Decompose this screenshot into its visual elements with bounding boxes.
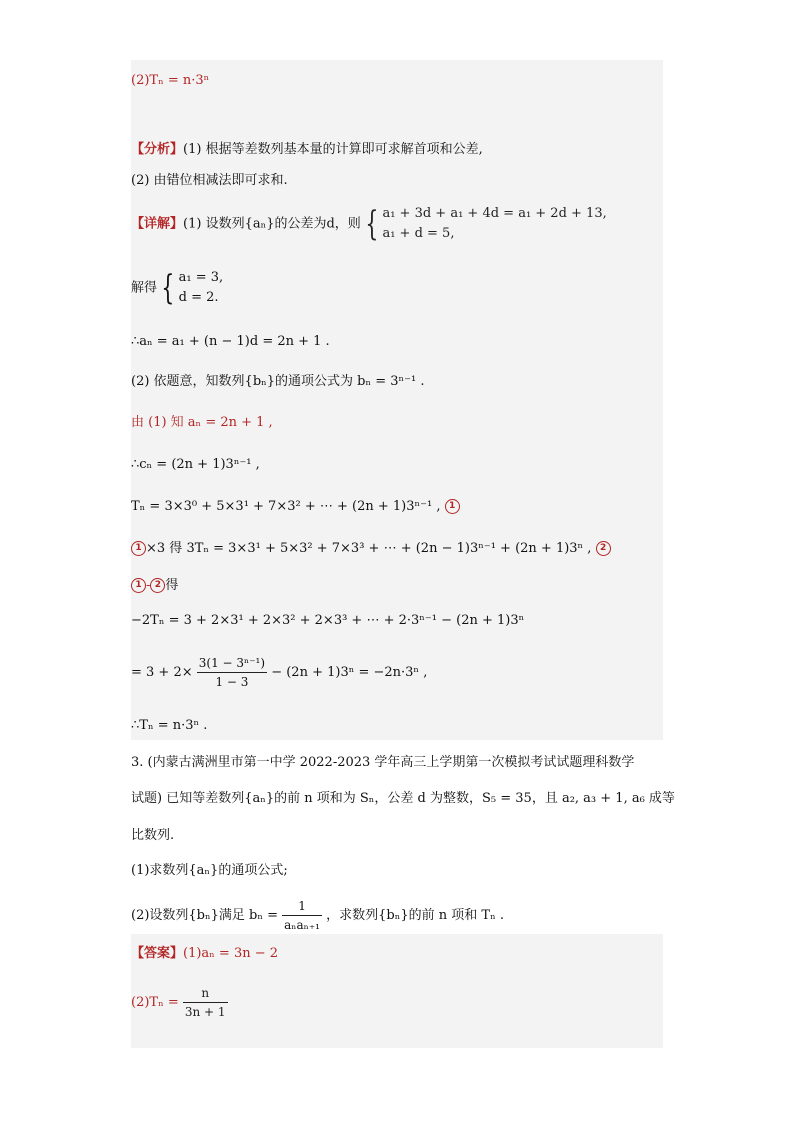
- answer-denominator: 3n + 1: [184, 1005, 226, 1019]
- q3-part2-suffix: ，求数列{bₙ}的前 n 项和 Tₙ .: [326, 908, 504, 923]
- analysis-line-1: [131, 141, 483, 159]
- q3-part2: [131, 897, 504, 934]
- tn-sum-line: [131, 498, 460, 516]
- solve-eq-1: a₁ = 3,: [178, 270, 224, 285]
- circle-1-icon: 1: [445, 499, 460, 514]
- answer-line-2: [131, 984, 228, 1021]
- system-eq-2: a₁ + d = 5,: [382, 226, 455, 241]
- frac-denominator: 1 − 3: [215, 675, 249, 689]
- minus-sep: -: [146, 578, 151, 593]
- part2-intro: (2) 依题意，知数列{bₙ}的通项公式为 bₙ = 3ⁿ⁻¹ .: [131, 374, 425, 389]
- answer-numerator: n: [183, 984, 228, 1003]
- neg2tn-line: −2Tₙ = 3 + 2×3¹ + 2×3² + 2×3³ + ⋯ + 2·3ⁿ⁻¹ − (2n + 1)3ⁿ: [131, 613, 525, 628]
- times3-eq: 3Tₙ = 3×3¹ + 5×3² + 7×3³ + ⋯ + (2n − 1)3ⁿ⁻¹ + (2n + 1)3ⁿ ,: [186, 541, 592, 556]
- eq-line: [131, 654, 427, 691]
- solve-system: [179, 268, 224, 308]
- q3-part2-prefix: (2)设数列{bₙ}满足 bₙ =: [131, 908, 279, 923]
- system-eq-1: a₁ + 3d + a₁ + 4d = a₁ + 2d + 13,: [382, 206, 607, 221]
- detail-line-1: [131, 204, 607, 244]
- q3-line-1: 3. (内蒙古满洲里市第一中学 2022-2023 学年高三上学期第一次模拟考试试题理科数学: [131, 755, 635, 770]
- tn-result: ∴Tₙ = n·3ⁿ .: [131, 718, 208, 733]
- answer-1: (1)aₙ = 3n − 2: [183, 946, 279, 961]
- eq-prefix: = 3 + 2×: [131, 665, 193, 680]
- circle-2-icon: 2: [596, 541, 611, 556]
- q3-part1: (1)求数列{aₙ}的通项公式;: [131, 863, 288, 878]
- detail-system: [382, 204, 606, 244]
- bn-fraction: [282, 897, 322, 934]
- answer-label: 【答案】: [131, 946, 184, 961]
- minus-text: 得: [165, 578, 179, 593]
- analysis-line-2: (2) 由错位相减法即可求和.: [131, 173, 288, 188]
- solve-line: [131, 268, 223, 308]
- solve-eq-2: d = 2.: [178, 290, 219, 305]
- bn-denominator: aₙaₙ₊₁: [284, 918, 320, 932]
- minus-line: [131, 577, 178, 595]
- circle-1-icon: 1: [131, 541, 146, 556]
- system-brace: {: [365, 204, 379, 244]
- solution-band-top: [131, 60, 663, 740]
- frac-numerator: 3(1 − 3ⁿ⁻¹): [197, 654, 267, 673]
- detail-text-1: (1) 设数列{aₙ}的公差为d，则: [183, 216, 361, 232]
- answer-prev: (2)Tₙ = n·3ⁿ: [131, 73, 210, 88]
- solve-prefix: 解得: [131, 280, 158, 296]
- an-formula: ∴aₙ = a₁ + (n − 1)d = 2n + 1 .: [131, 334, 330, 349]
- circle-1-icon: 1: [131, 578, 146, 593]
- tn-sum: Tₙ = 3×3⁰ + 5×3¹ + 7×3² + ⋯ + (2n + 1)3ⁿ⁻¹ ,: [131, 499, 441, 514]
- cn-formula: ∴cₙ = (2n + 1)3ⁿ⁻¹ ,: [131, 457, 260, 472]
- analysis-label: 【分析】: [131, 142, 184, 157]
- q3-line-3: 比数列.: [131, 828, 175, 843]
- from-part1: 由 (1) 知 aₙ = 2n + 1 ,: [131, 415, 273, 430]
- bn-numerator: 1: [282, 897, 322, 916]
- analysis-text-1: (1) 根据等差数列基本量的计算即可求解首项和公差,: [183, 142, 483, 157]
- answer-line-1: [131, 945, 278, 963]
- eq-suffix: − (2n + 1)3ⁿ = −2n·3ⁿ ,: [271, 665, 428, 680]
- answer-2-prefix: (2)Tₙ =: [131, 995, 179, 1010]
- sum-fraction: [197, 654, 267, 691]
- circle-2-icon: 2: [150, 578, 165, 593]
- detail-label: 【详解】: [131, 216, 184, 232]
- answer-fraction: [183, 984, 228, 1021]
- times3-line: [131, 540, 611, 558]
- q3-line-2: 试题) 已知等差数列{aₙ}的前 n 项和为 Sₙ，公差 d 为整数，S₅ = 35，且 a₂, a₃ + 1, a₆ 成等: [131, 791, 675, 806]
- times3-prefix: ×3 得: [146, 541, 183, 556]
- solve-brace: {: [161, 268, 175, 308]
